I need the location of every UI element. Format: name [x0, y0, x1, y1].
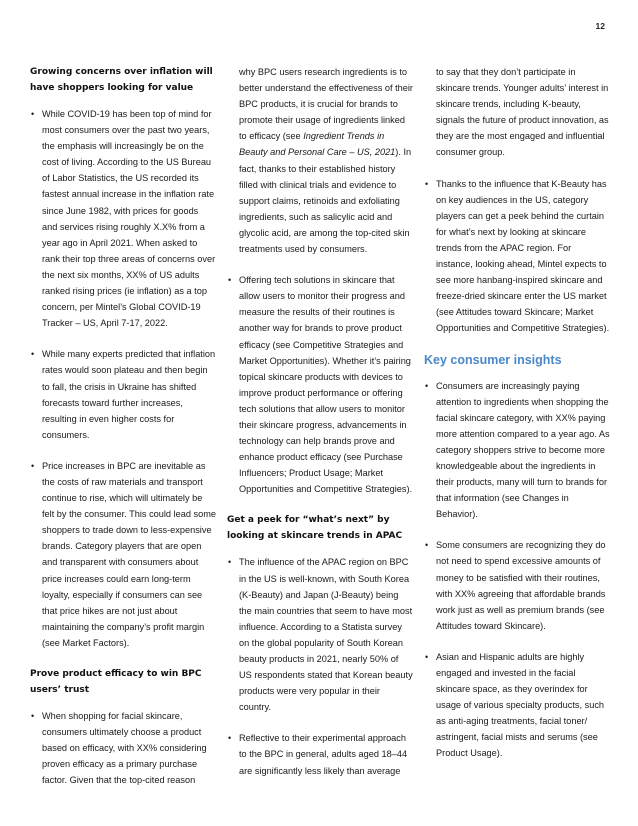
list-item: • Some consumers are recognizing they do not need to spend excessive amounts of money to be satisfied with their routines, with XX% agreeing that affordable brands work just as well as premium brands (see Attitudes toward Skincare).	[424, 537, 610, 634]
list-item-continuation: to say that they don’t participate in skincare trends. Younger adults’ interest in skincare trends, including K-beauty, signals the future of product innovation, as they are the most engaged and influential consumer group.	[436, 67, 609, 158]
report-title-italic: Ingredient Trends in Beauty and Personal Care – US, 2021	[239, 131, 396, 158]
list-item: • Price increases in BPC are inevitable as the costs of raw materials and transport continue to rise, which will ultimately be felt by the consumer. This could lead some shoppers to trade down to less-expensive brands. Category players that are open and transparent with consumers about price increases could earn long-term loyalty, especially if consumers can see that price hikes are not just about maintaining the company’s profit margin (see Market Factors).	[30, 458, 216, 651]
column-1	[30, 64, 216, 803]
continued-paragraph	[424, 64, 610, 337]
list-item: • Asian and Hispanic adults are highly engaged and invested in the facial skincare space, as they overindex for usage of various specialty products, such as anti-aging treatments, facial toner/ astringent, facial mists and serums (see Product Usage).	[424, 649, 610, 762]
list-item: • Reflective to their experimental approach to the BPC in general, adults aged 18–44 are significantly less likely than average	[227, 730, 413, 778]
list-item: • Offering tech solutions in skincare that allow users to monitor their progress and measure the results of their routines is another way for brands to prove product efficacy (see Competitive Strategies and Market Opportunities). Whether it’s pairing topical skincare products with devices to improve product performance or offering tech solutions that allow users to monitor their skincare progress, advancements in technology can help brands prove and enhance product efficacy (see Purchase Influencers; Product Usage; Market Opportunities and Competitive Strategies).	[227, 272, 413, 497]
section-heading-inflation: Growing concerns over inflation will have shoppers looking for value	[30, 67, 213, 93]
continued-paragraph	[227, 64, 413, 497]
list-item: • While COVID-19 has been top of mind for most consumers over the past two years, the emphasis will increasingly be on the cost of living. According to the US Bureau of Labor Statistics, the US recorded its fastest annual increase in the inflation rate since June 1982, with prices for goods and services rising roughly X.X% from a year ago in April 2021. When asked to rank their top three areas of concerns over the next six months, XX% of US adults ranked rising prices (ie inflation) as a top concern, per Mintel’s Global COVID-19 Tracker – US, April 7-17, 2022.	[30, 106, 216, 331]
continuation-text-end: ). In fact, thanks to their established history filled with clinical trials and evidence to support claims, retinoids and exfoliating ingredients, such as salicylic acid and glycolic acid, are among the top-cited skin treatments used by consumers.	[239, 147, 412, 255]
bullet-list-efficacy	[30, 708, 216, 788]
list-item: • The influence of the APAC region on BPC in the US is well-known, with South Korea (K-Beauty) and Japan (J-Beauty) being the main countries that seem to have most influence. According to a Statista survey on the global popularity of South Korean beauty products in 2021, nearly 50% of US respondents stated that Korean beauty products were very popular in their country.	[227, 554, 413, 715]
list-item: • While many experts predicted that inflation rates would soon plateau and then begin to fall, the crisis in Ukraine has shifted forecasts toward further increases, resulting in even higher costs for consumers.	[30, 346, 216, 443]
list-item: • Consumers are increasingly paying attention to ingredients when shopping the facial skincare category, with XX% paying more attention compared to a year ago. As category shoppers strive to become more knowledgeable about the ingredients in their products, many will turn to brands for that information (see Changes in Behavior).	[424, 378, 610, 523]
section-heading-efficacy: Prove product efficacy to win BPC users’ trust	[30, 669, 202, 695]
page-number: 12	[595, 21, 605, 31]
bullet-list-inflation	[30, 106, 216, 651]
list-item: • When shopping for facial skincare, consumers ultimately choose a product based on efficacy, with XX% considering proven efficacy as a primary purchase factor. Given that the top-cited reason	[30, 708, 216, 788]
continuation-text-start: why BPC users research ingredients is to better understand the effectiveness of their BPC products, it is crucial for brands to promote their usage of ingredients linked to efficacy (see	[239, 67, 413, 142]
section-heading-key-insights: Key consumer insights	[424, 352, 562, 367]
bullet-list-insights	[424, 378, 610, 762]
list-item: • Thanks to the influence that K-Beauty has on key audiences in the US, category players can get a peek behind the curtain for what’s next by looking at skincare trends from the APAC region. For instance, looking ahead, Mintel expects to see more hanbang-inspired skincare and freeze-dried skincare enter the US market (see Attitudes toward Skincare; Market Opportunities and Competitive Strategies).	[424, 176, 610, 337]
column-3	[424, 64, 610, 777]
bullet-list-apac	[227, 554, 413, 778]
section-heading-apac: Get a peek for “what’s next” by looking at skincare trends in APAC	[227, 515, 403, 542]
list-item-continuation	[227, 64, 413, 257]
column-2	[227, 64, 413, 794]
